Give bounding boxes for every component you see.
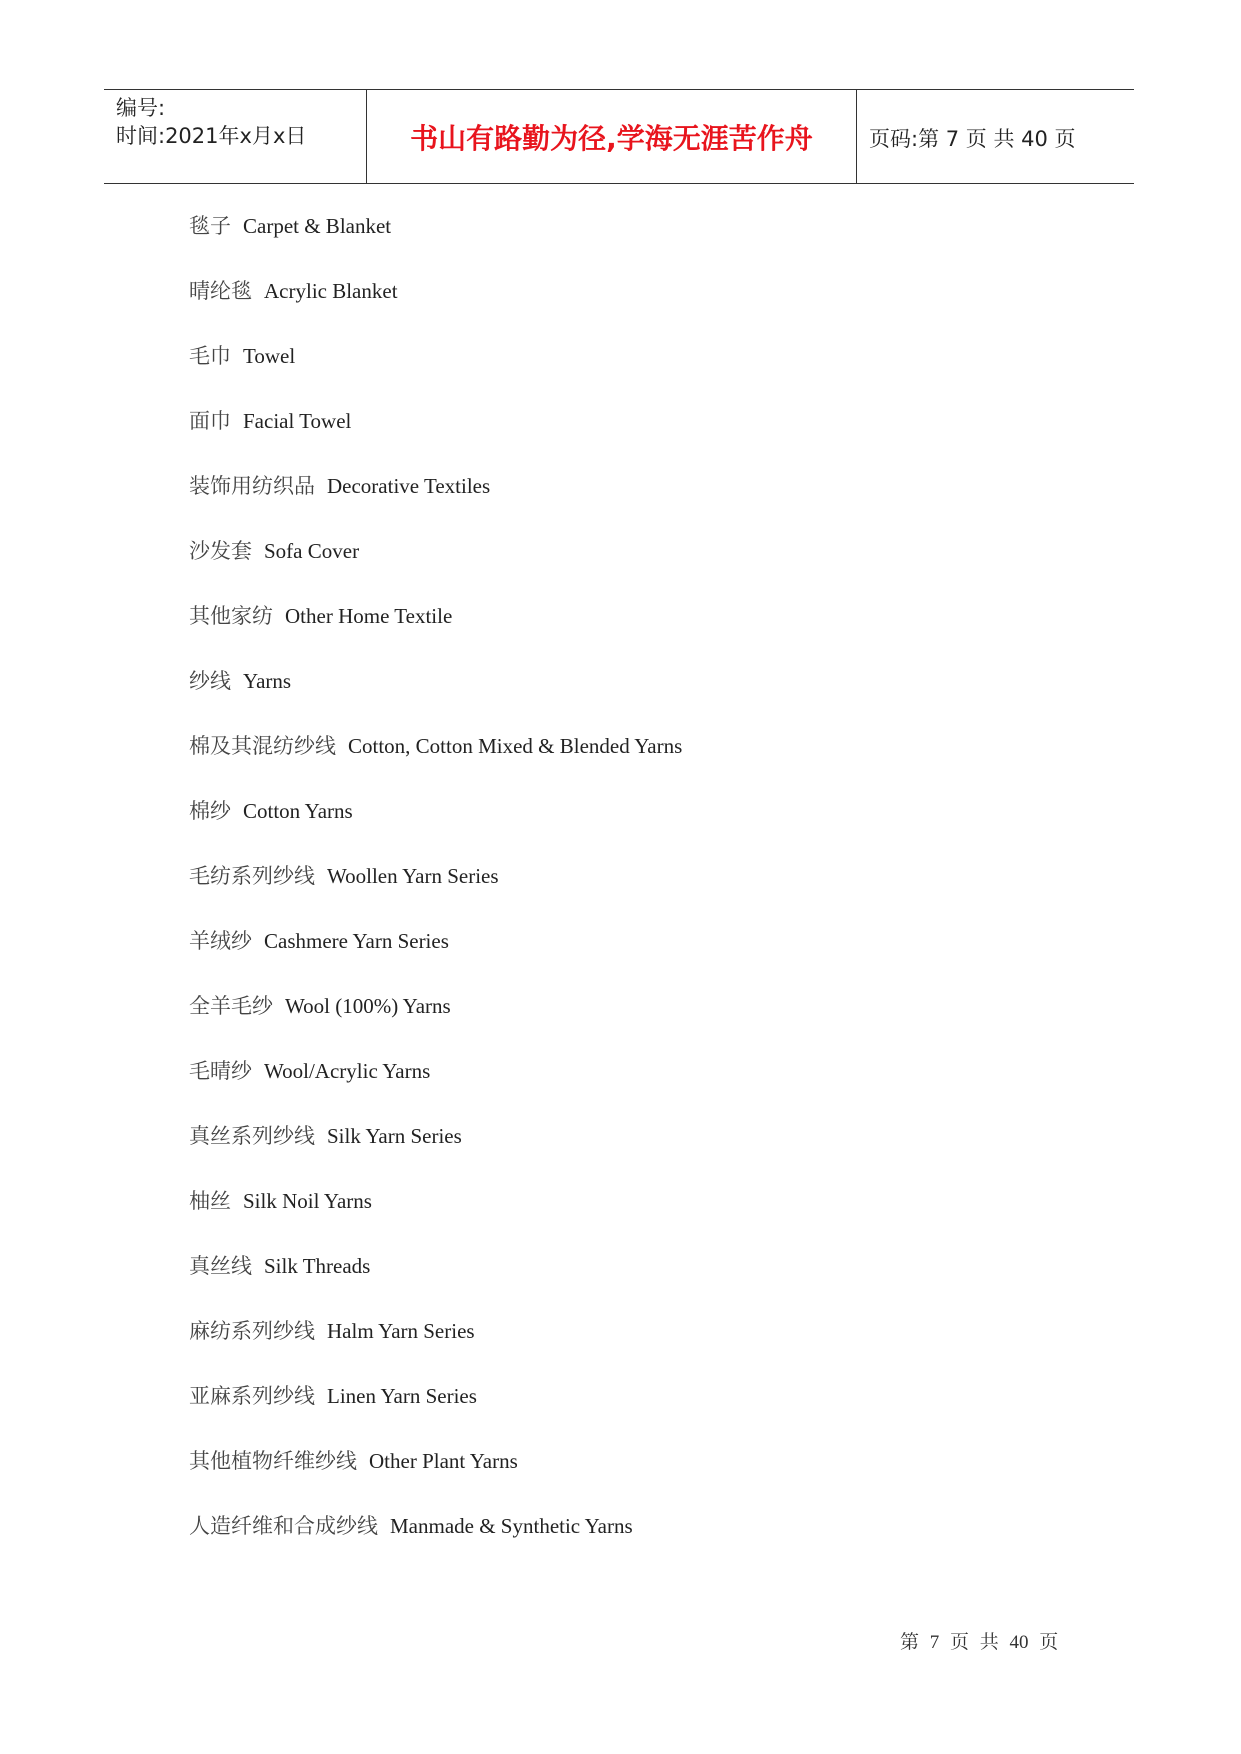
term-chinese: 人造纤维和合成纱线 — [189, 1514, 378, 1538]
term-english: Sofa Cover — [264, 539, 360, 563]
term-english: Acrylic Blanket — [264, 279, 398, 303]
term-chinese: 棉及其混纺纱线 — [189, 734, 336, 758]
term-english: Facial Towel — [243, 409, 352, 433]
term-english: Silk Yarn Series — [327, 1124, 462, 1148]
term-english: Cotton Yarns — [243, 799, 353, 823]
term-english: Wool/Acrylic Yarns — [264, 1059, 431, 1083]
term-chinese: 羊绒纱 — [189, 929, 252, 953]
list-item — [189, 992, 682, 1057]
term-chinese: 柚丝 — [189, 1189, 231, 1213]
term-english: Cotton, Cotton Mixed & Blended Yarns — [348, 734, 683, 758]
term-english: Other Plant Yarns — [369, 1449, 518, 1473]
term-english: Halm Yarn Series — [327, 1319, 475, 1343]
term-chinese: 其他家纺 — [189, 604, 273, 628]
term-chinese: 全羊毛纱 — [189, 994, 273, 1018]
term-chinese: 棉纱 — [189, 799, 231, 823]
list-item — [189, 1382, 682, 1447]
list-item — [189, 212, 682, 277]
term-english: Manmade & Synthetic Yarns — [390, 1514, 633, 1538]
list-item — [189, 1187, 682, 1252]
term-english: Decorative Textiles — [327, 474, 491, 498]
term-chinese: 装饰用纺织品 — [189, 474, 315, 498]
term-chinese: 晴纶毯 — [189, 279, 252, 303]
time-label: 时间:2021年x月x日 — [116, 124, 307, 148]
term-chinese: 真丝线 — [189, 1254, 252, 1278]
term-chinese: 毯子 — [189, 214, 231, 238]
term-chinese: 毛巾 — [189, 344, 231, 368]
list-item — [189, 407, 682, 472]
term-english: Other Home Textile — [285, 604, 453, 628]
term-english: Towel — [243, 344, 296, 368]
term-english: Yarns — [243, 669, 292, 693]
page-header — [104, 89, 1134, 184]
list-item — [189, 862, 682, 927]
list-item — [189, 277, 682, 342]
list-item — [189, 602, 682, 667]
list-item — [189, 797, 682, 862]
term-chinese: 麻纺系列纱线 — [189, 1319, 315, 1343]
list-item — [189, 537, 682, 602]
list-item — [189, 342, 682, 407]
term-english: Cashmere Yarn Series — [264, 929, 449, 953]
term-chinese: 纱线 — [189, 669, 231, 693]
header-meta-cell — [104, 90, 367, 183]
list-item — [189, 927, 682, 992]
list-item — [189, 472, 682, 537]
term-english: Silk Noil Yarns — [243, 1189, 372, 1213]
list-item — [189, 1512, 682, 1577]
header-motto-cell — [367, 90, 857, 183]
serial-number-label: 编号: — [116, 96, 166, 120]
list-item — [189, 1317, 682, 1382]
list-item — [189, 1057, 682, 1122]
term-english: Woollen Yarn Series — [327, 864, 499, 888]
list-item — [189, 732, 682, 797]
list-item — [189, 667, 682, 732]
term-chinese: 真丝系列纱线 — [189, 1124, 315, 1148]
list-item — [189, 1447, 682, 1512]
motto-text: 书山有路勤为径,学海无涯苦作舟 — [410, 122, 813, 155]
term-chinese: 沙发套 — [189, 539, 252, 563]
term-chinese: 毛晴纱 — [189, 1059, 252, 1083]
term-chinese: 亚麻系列纱线 — [189, 1384, 315, 1408]
term-chinese: 毛纺系列纱线 — [189, 864, 315, 888]
header-page-number: 页码:第 7 页 共 40 页 — [869, 127, 1076, 151]
term-english: Silk Threads — [264, 1254, 371, 1278]
term-english: Wool (100%) Yarns — [285, 994, 451, 1018]
header-page-cell — [857, 90, 1134, 183]
glossary-list — [189, 212, 682, 1577]
term-english: Linen Yarn Series — [327, 1384, 477, 1408]
footer-page-number: 第 7 页 共 40 页 — [900, 1632, 1059, 1653]
list-item — [189, 1252, 682, 1317]
list-item — [189, 1122, 682, 1187]
term-chinese: 面巾 — [189, 409, 231, 433]
term-english: Carpet & Blanket — [243, 214, 392, 238]
term-chinese: 其他植物纤维纱线 — [189, 1449, 357, 1473]
